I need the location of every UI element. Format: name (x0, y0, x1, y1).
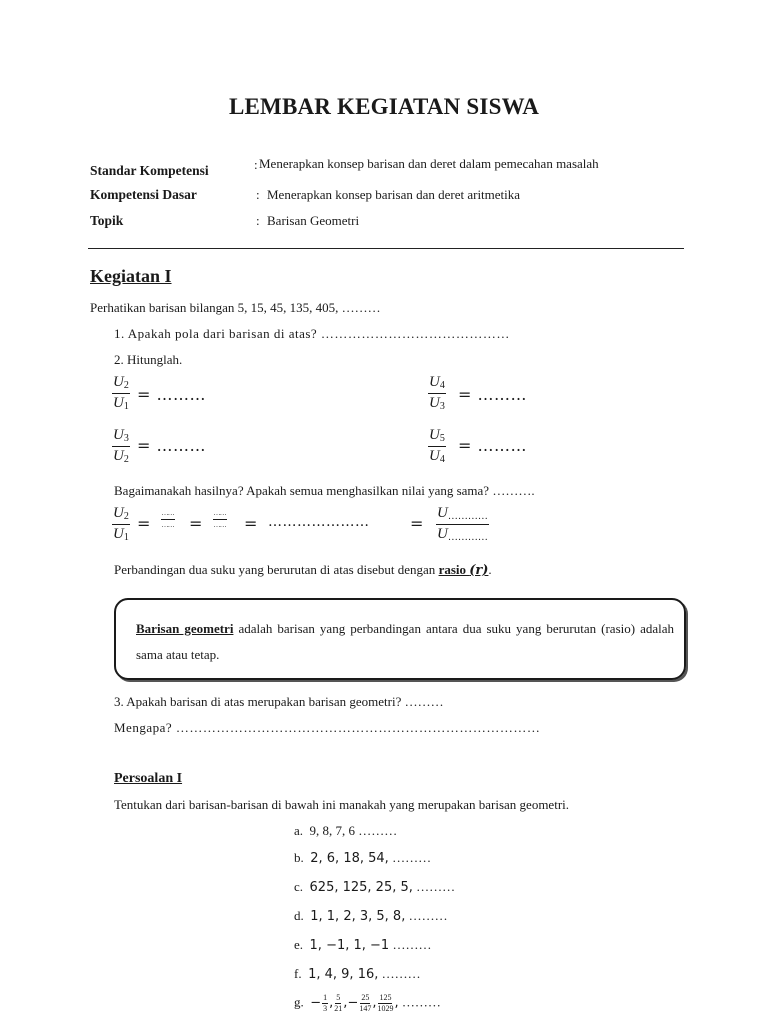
divider (88, 248, 684, 249)
ratio-u3-u2-answer: = ……… (137, 436, 206, 455)
header-label-standar: Standar Kompetensi (90, 163, 209, 178)
question-1: 1. Apakah pola dari barisan di atas? …………………………………… (114, 326, 510, 341)
item-g: g. − $\frac{1}{3}$ , $\frac{5}{21}$ ,− $\frac{25}{147}$ , $\frac{125}{1029}$ , ……… (294, 993, 441, 1013)
header-sep-topik: : (256, 213, 260, 228)
question-2: 2. Hitunglah. (114, 352, 183, 367)
item-f: f. 1, 4, 9, 16, ……… (294, 966, 421, 982)
page-title: LEMBAR KEGIATAN SISWA (228, 94, 540, 119)
chain-last-fraction: $\frac{U_{\dots\dots\dots\dots}}{U_{\dots\dots\dots\dots}}$ (437, 505, 488, 543)
chain-blank-fraction-2: …… …… (214, 509, 227, 529)
item-b: b. 2, 6, 18, 54, ……… (294, 850, 432, 866)
kegiatan-heading: Kegiatan I (90, 266, 172, 286)
header-value-topik: Barisan Geometri (267, 213, 360, 228)
definition-box (114, 598, 686, 680)
chain-eq-4: = (410, 514, 424, 533)
question-3: 3. Apakah barisan di atas merupakan barisan geometri? ……… (114, 694, 444, 709)
header-value-standar: Menerapkan konsep barisan dan deret dalam pemecahan masalah (259, 156, 599, 171)
ratio-u4-u3: $\frac{U_4}{U_3}$ (429, 374, 445, 412)
question-mengapa: Mengapa? ……………………………………………………………………… (114, 720, 541, 735)
header-sep-standar: : (254, 157, 258, 172)
ratio-u3-u2: $\frac{U_3}{U_2}$ (113, 427, 129, 465)
ratio-u5-u4: $\frac{U_5}{U_4}$ (429, 427, 445, 465)
header-label-topik: Topik (90, 213, 124, 228)
persoalan-instruction: Tentukan dari barisan-barisan di bawah ini manakah yang merupakan barisan geometri. (114, 797, 570, 812)
definition-text: Barisan geometri adalah barisan yang perbandingan antara dua suku yang berurutan (rasio) adalah sama atau tetap. (136, 621, 675, 662)
item-d: d. 1, 1, 2, 3, 5, 8, ……… (294, 908, 448, 924)
chain-eq-1: = (137, 514, 151, 533)
ratio-u4-u3-answer: = ……… (458, 385, 527, 404)
header-value-kompetensi: Menerapkan konsep barisan dan deret aritmetika (267, 187, 521, 202)
chain-first-fraction: $\frac{U_2}{U_1}$ (113, 505, 129, 543)
chain-blank-fraction-1: …… …… (162, 509, 175, 529)
item-a: a. 9, 8, 7, 6 ……… (294, 823, 398, 838)
chain-long-dots: ………………… (268, 514, 370, 530)
ratio-u2-u1: $\frac{U_2}{U_1}$ (113, 374, 129, 412)
kegiatan-intro: Perhatikan barisan bilangan 5, 15, 45, 135, 405, ……… (90, 300, 381, 315)
chain-eq-2: = (189, 514, 203, 533)
question-same: Bagaimanakah hasilnya? Apakah semua menghasilkan nilai yang sama? ………. (114, 483, 535, 498)
persoalan-heading: Persoalan I (114, 771, 183, 786)
chain-eq-3: = (244, 514, 258, 533)
header-sep-kompetensi: : (256, 187, 260, 202)
header-label-kompetensi: Kompetensi Dasar (90, 187, 197, 202)
item-e: e. 1, −1, 1, −1 ……… (294, 937, 432, 953)
ratio-u5-u4-answer: = ……… (458, 436, 527, 455)
ratio-u2-u1-answer: = ……… (137, 385, 206, 404)
item-c: c. 625, 125, 25, 5, ……… (294, 879, 456, 895)
rasio-sentence: Perbandingan dua suku yang berurutan di atas disebut dengan rasio (r). (114, 562, 492, 578)
